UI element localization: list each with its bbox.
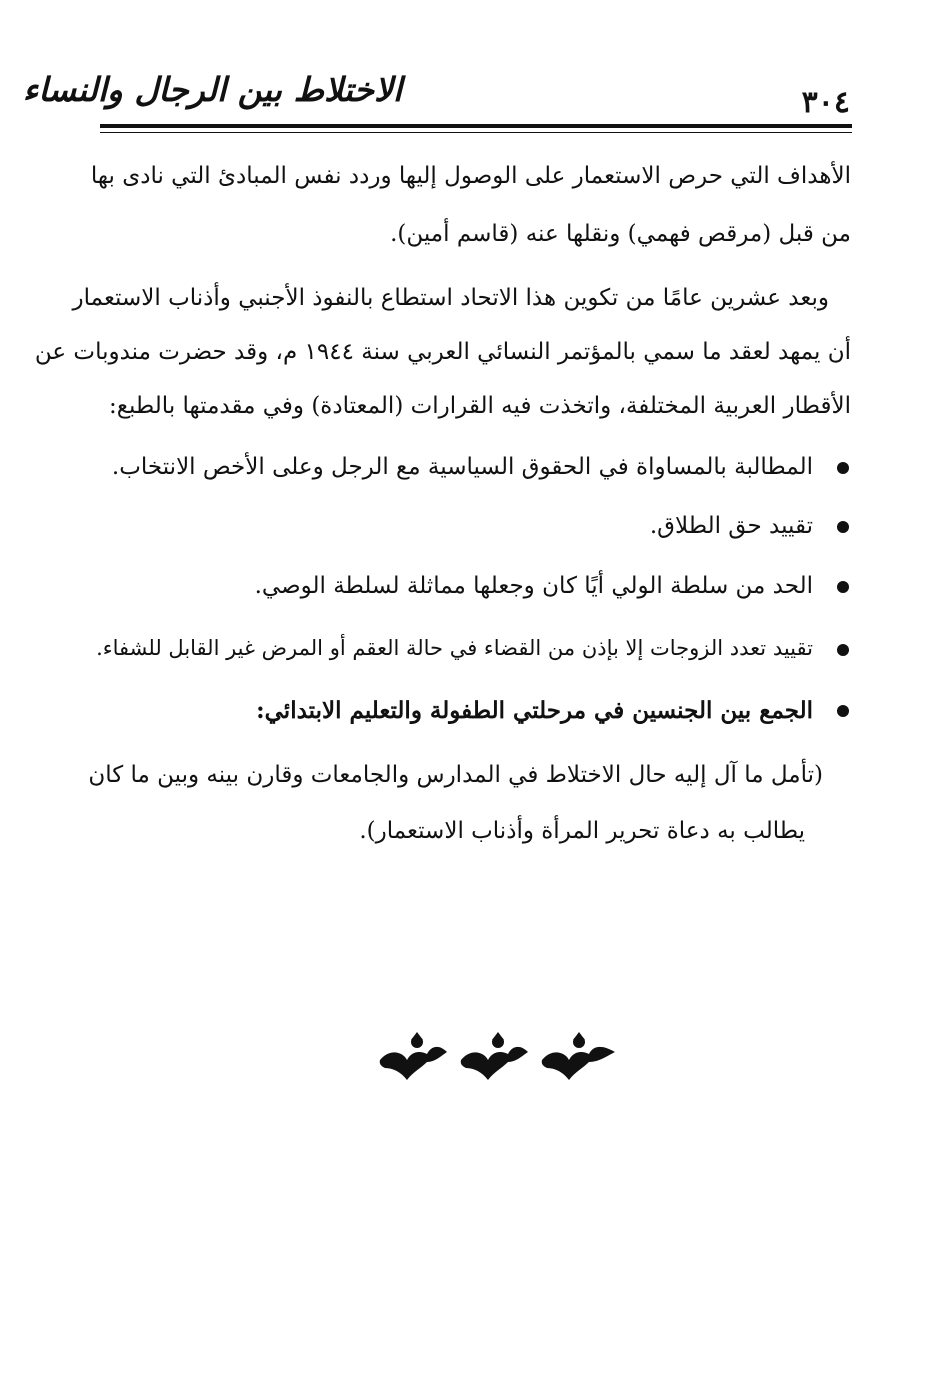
paragraph-2-line-2: أن يمهد لعقد ما سمي بالمؤتمر النسائي العربي سنة ١٩٤٤ م، وقد حضرت مندوبات عن xyxy=(34,339,851,365)
bullet-dot-icon xyxy=(837,644,849,656)
running-title: الاختلاط بين الرجال والنساء xyxy=(22,70,402,109)
bullet-item-1: المطالبة بالمساواة في الحقوق السياسية مع الرجل وعلى الأخص الانتخاب. xyxy=(111,454,813,480)
bullet-dot-icon xyxy=(837,521,849,533)
bullet-item-3: الحد من سلطة الولي أيًا كان وجعلها مماثلة لسلطة الوصي. xyxy=(254,573,813,599)
header-rule-thin xyxy=(100,132,852,133)
paragraph-2-line-1: وبعد عشرين عامًا من تكوين هذا الاتحاد استطاع بالنفوذ الأجنبي وأذناب الاستعمار xyxy=(72,285,829,311)
paragraph-2-line-3: الأقطار العربية المختلفة، واتخذت فيه القرارات (المعتادة) وفي مقدمتها بالطبع: xyxy=(109,393,851,419)
bullet-item-2: تقييد حق الطلاق. xyxy=(649,513,813,539)
bullet-item-4: تقييد تعدد الزوجات إلا بإذن من القضاء في حالة العقم أو المرض غير القابل للشفاء. xyxy=(96,636,813,660)
bullet-dot-icon xyxy=(837,705,849,717)
bullet-dot-icon xyxy=(837,462,849,474)
floral-ornament-icon xyxy=(375,1030,620,1082)
note-line-1: (تأمل ما آل إليه حال الاختلاط في المدارس والجامعات وقارن بينه وبين ما كان xyxy=(88,762,823,788)
bullet-dot-icon xyxy=(837,581,849,593)
paragraph-1-line-2: من قبل (مرقص فهمي) ونقلها عنه (قاسم أمين). xyxy=(390,221,851,247)
header-rule-thick xyxy=(100,124,852,128)
page-header xyxy=(22,66,852,130)
paragraph-1-line-1: الأهداف التي حرص الاستعمار على الوصول إليها وردد نفس المبادئ التي نادى بها xyxy=(90,163,851,189)
bullet-item-5: الجمع بين الجنسين في مرحلتي الطفولة والتعليم الابتدائي: xyxy=(256,697,813,724)
note-line-2: يطالب به دعاة تحرير المرأة وأذناب الاستعمار). xyxy=(359,818,805,844)
page-number: ٣٠٤ xyxy=(801,85,850,120)
